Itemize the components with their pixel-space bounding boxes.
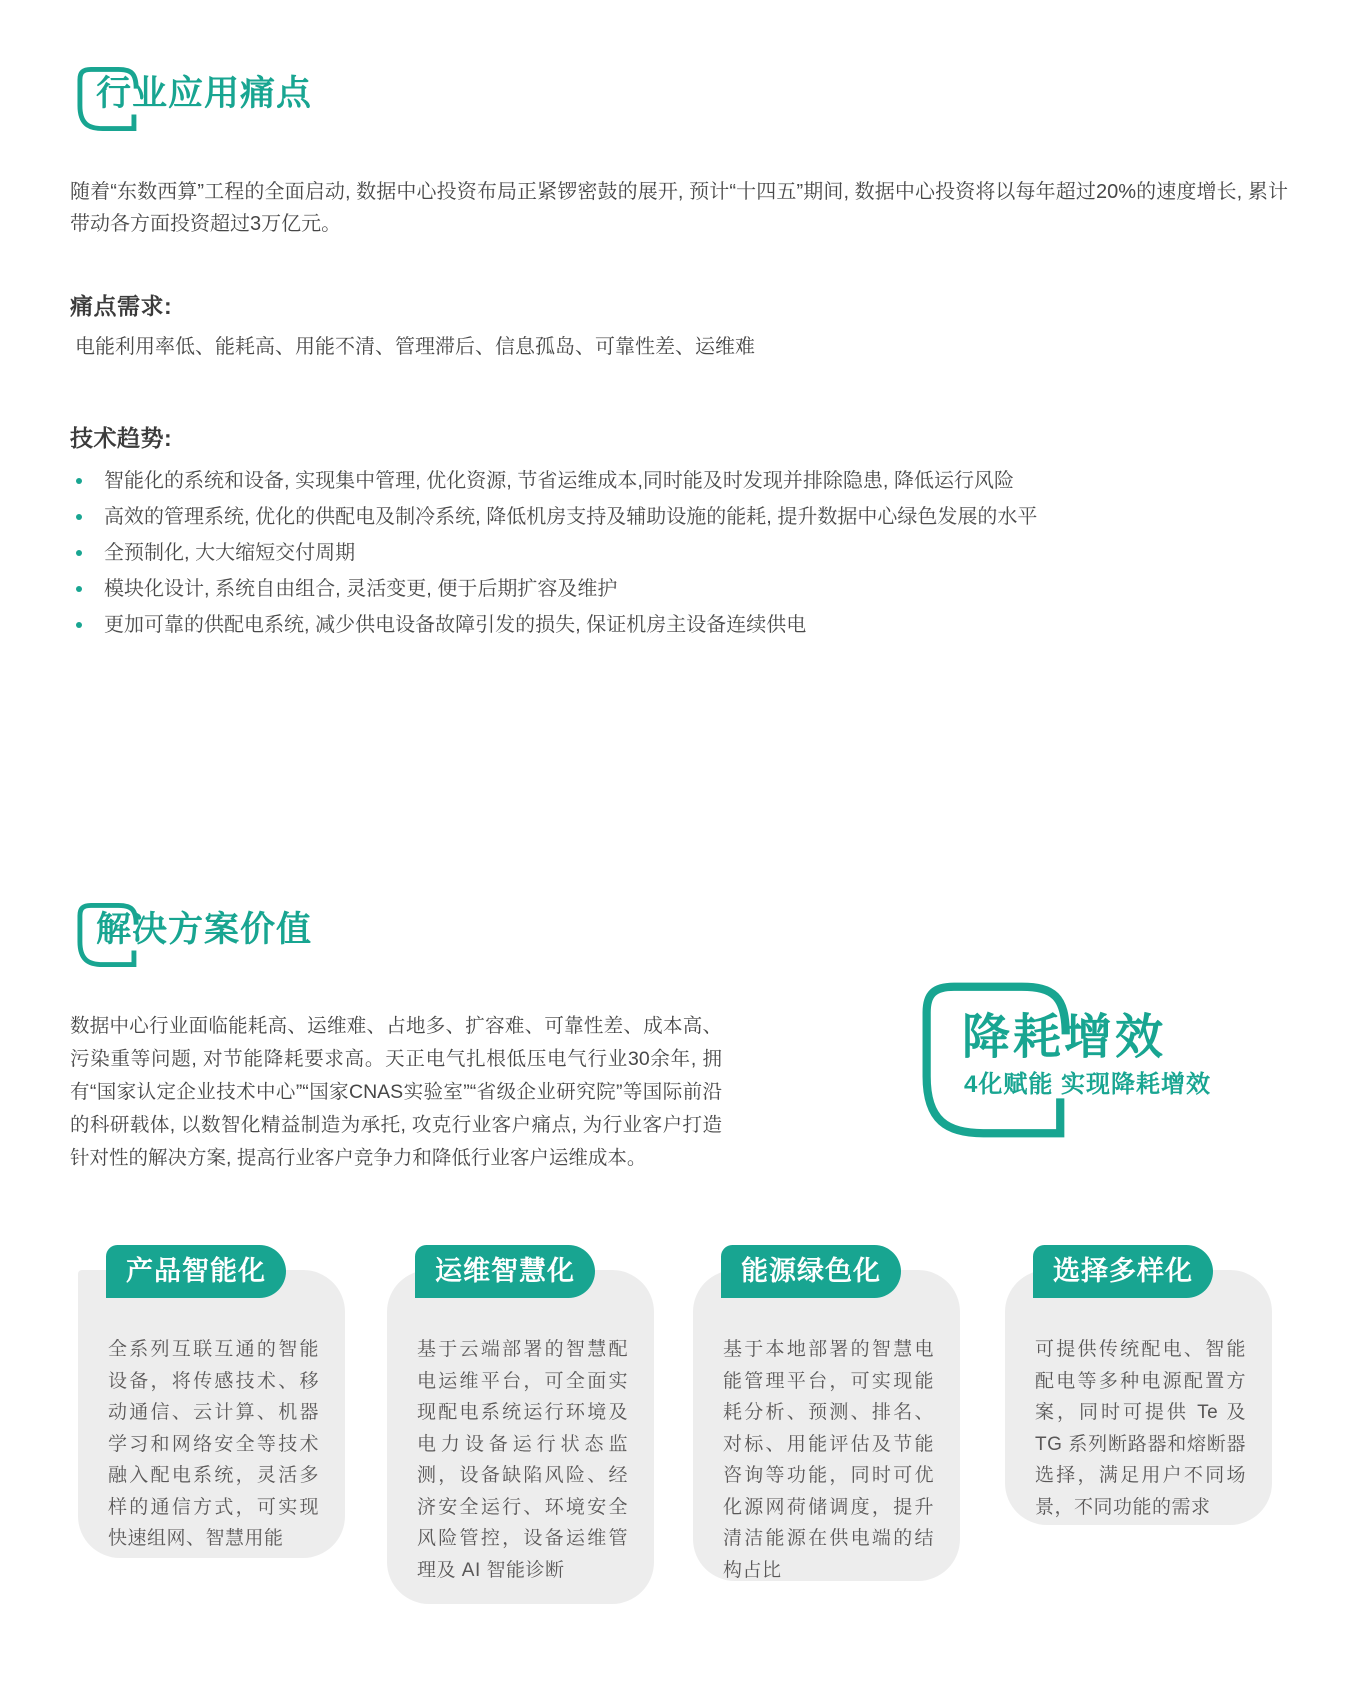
- benefit-callout: [912, 967, 1292, 1167]
- trend-item-text: 智能化的系统和设备, 实现集中管理, 优化资源, 节省运维成本,同时能及时发现并排除隐患, 降低运行风险: [104, 470, 1015, 492]
- card-body-box: [78, 1270, 345, 1558]
- card-body-box: [693, 1270, 960, 1581]
- trend-item: [70, 470, 1220, 492]
- solution-section-heading: [72, 898, 492, 978]
- card-title-badge: 选择多样化: [1033, 1245, 1213, 1298]
- card-body-text: 基于本地部署的智慧电能管理平台，可实现能耗分析、预测、排名、对标、用能评估及节能咨询等功能，同时可优化源网荷储调度，提升清洁能源在供电端的结构占比: [723, 1339, 934, 1581]
- trend-item-text: 全预制化, 大大缩短交付周期: [104, 542, 356, 564]
- trend-item: [70, 542, 1220, 564]
- solution-paragraph: 数据中心行业面临能耗高、运维难、占地多、扩容难、可靠性差、成本高、污染重等问题, 对节能降耗要求高。天正电气扎根低压电气行业30余年, 拥有“国家认定企业技术中心”“国家CNAS实验室”“省级企业研究院”等国际前沿的科研载体, 以数智化精益制造为承托, 攻克行业客户痛点, 为行业客户打造针对性的解决方案, 提高行业客户竞争力和降低行业客户运维成本。: [70, 1015, 722, 1169]
- trend-item: [70, 578, 1220, 600]
- solution-section-title: 解决方案价值: [96, 910, 313, 949]
- card-body-text: 全系列互联互通的智能设备，将传感技术、移动通信、云计算、机器学习和网络安全等技术融入配电系统，灵活多样的通信方式，可实现快速组网、智慧用能: [108, 1339, 319, 1549]
- callout-title: 降耗增效: [962, 1011, 1167, 1064]
- pain-section-heading: [72, 62, 492, 142]
- card-title-badge: 运维智慧化: [415, 1245, 595, 1298]
- card-body-text: 可提供传统配电、智能配电等多种电源配置方案，同时可提供 Te 及 TG 系列断路器和熔断器选择，满足用户不同场景，不同功能的需求: [1035, 1339, 1246, 1518]
- bullet-dot-icon: [76, 622, 82, 628]
- bullet-dot-icon: [76, 514, 82, 520]
- trend-item-text: 更加可靠的供配电系统, 减少供电设备故障引发的损失, 保证机房主设备连续供电: [104, 614, 807, 636]
- intro-paragraph: 随着“东数西算”工程的全面启动, 数据中心投资布局正紧锣密鼓的展开, 预计“十四五”期间, 数据中心投资将以每年超过20%的速度增长, 累计带动各方面投资超过3万亿元。: [70, 181, 1288, 235]
- bullet-dot-icon: [76, 586, 82, 592]
- card-body-text: 基于云端部署的智慧配电运维平台，可全面实现配电系统运行环境及电力设备运行状态监测，设备缺陷风险、经济安全运行、环境安全风险管控，设备运维管理及 AI 智能诊断: [417, 1339, 628, 1581]
- bullet-dot-icon: [76, 550, 82, 556]
- card-body-box: [1005, 1270, 1272, 1525]
- trend-item: [70, 506, 1220, 528]
- tech-trend-list: [70, 470, 1220, 650]
- pain-demand-text: 电能利用率低、能耗高、用能不清、管理滞后、信息孤岛、可靠性差、运维难: [75, 336, 755, 358]
- tech-trend-heading: 技术趋势:: [70, 425, 173, 451]
- value-cards: [78, 1245, 1272, 1645]
- card-title-badge: 产品智能化: [106, 1245, 286, 1298]
- trend-item: [70, 614, 1220, 636]
- trend-item-text: 高效的管理系统, 优化的供配电及制冷系统, 降低机房支持及辅助设施的能耗, 提升数据中心绿色发展的水平: [104, 506, 1038, 528]
- bullet-dot-icon: [76, 478, 82, 484]
- callout-subtitle: 4化赋能 实现降耗增效: [964, 1071, 1212, 1098]
- card-title-badge: 能源绿色化: [721, 1245, 901, 1298]
- card-body-box: [387, 1270, 654, 1604]
- trend-item-text: 模块化设计, 系统自由组合, 灵活变更, 便于后期扩容及维护: [104, 578, 618, 600]
- pain-section-title: 行业应用痛点: [96, 74, 313, 113]
- pain-demand-heading: 痛点需求:: [70, 293, 173, 319]
